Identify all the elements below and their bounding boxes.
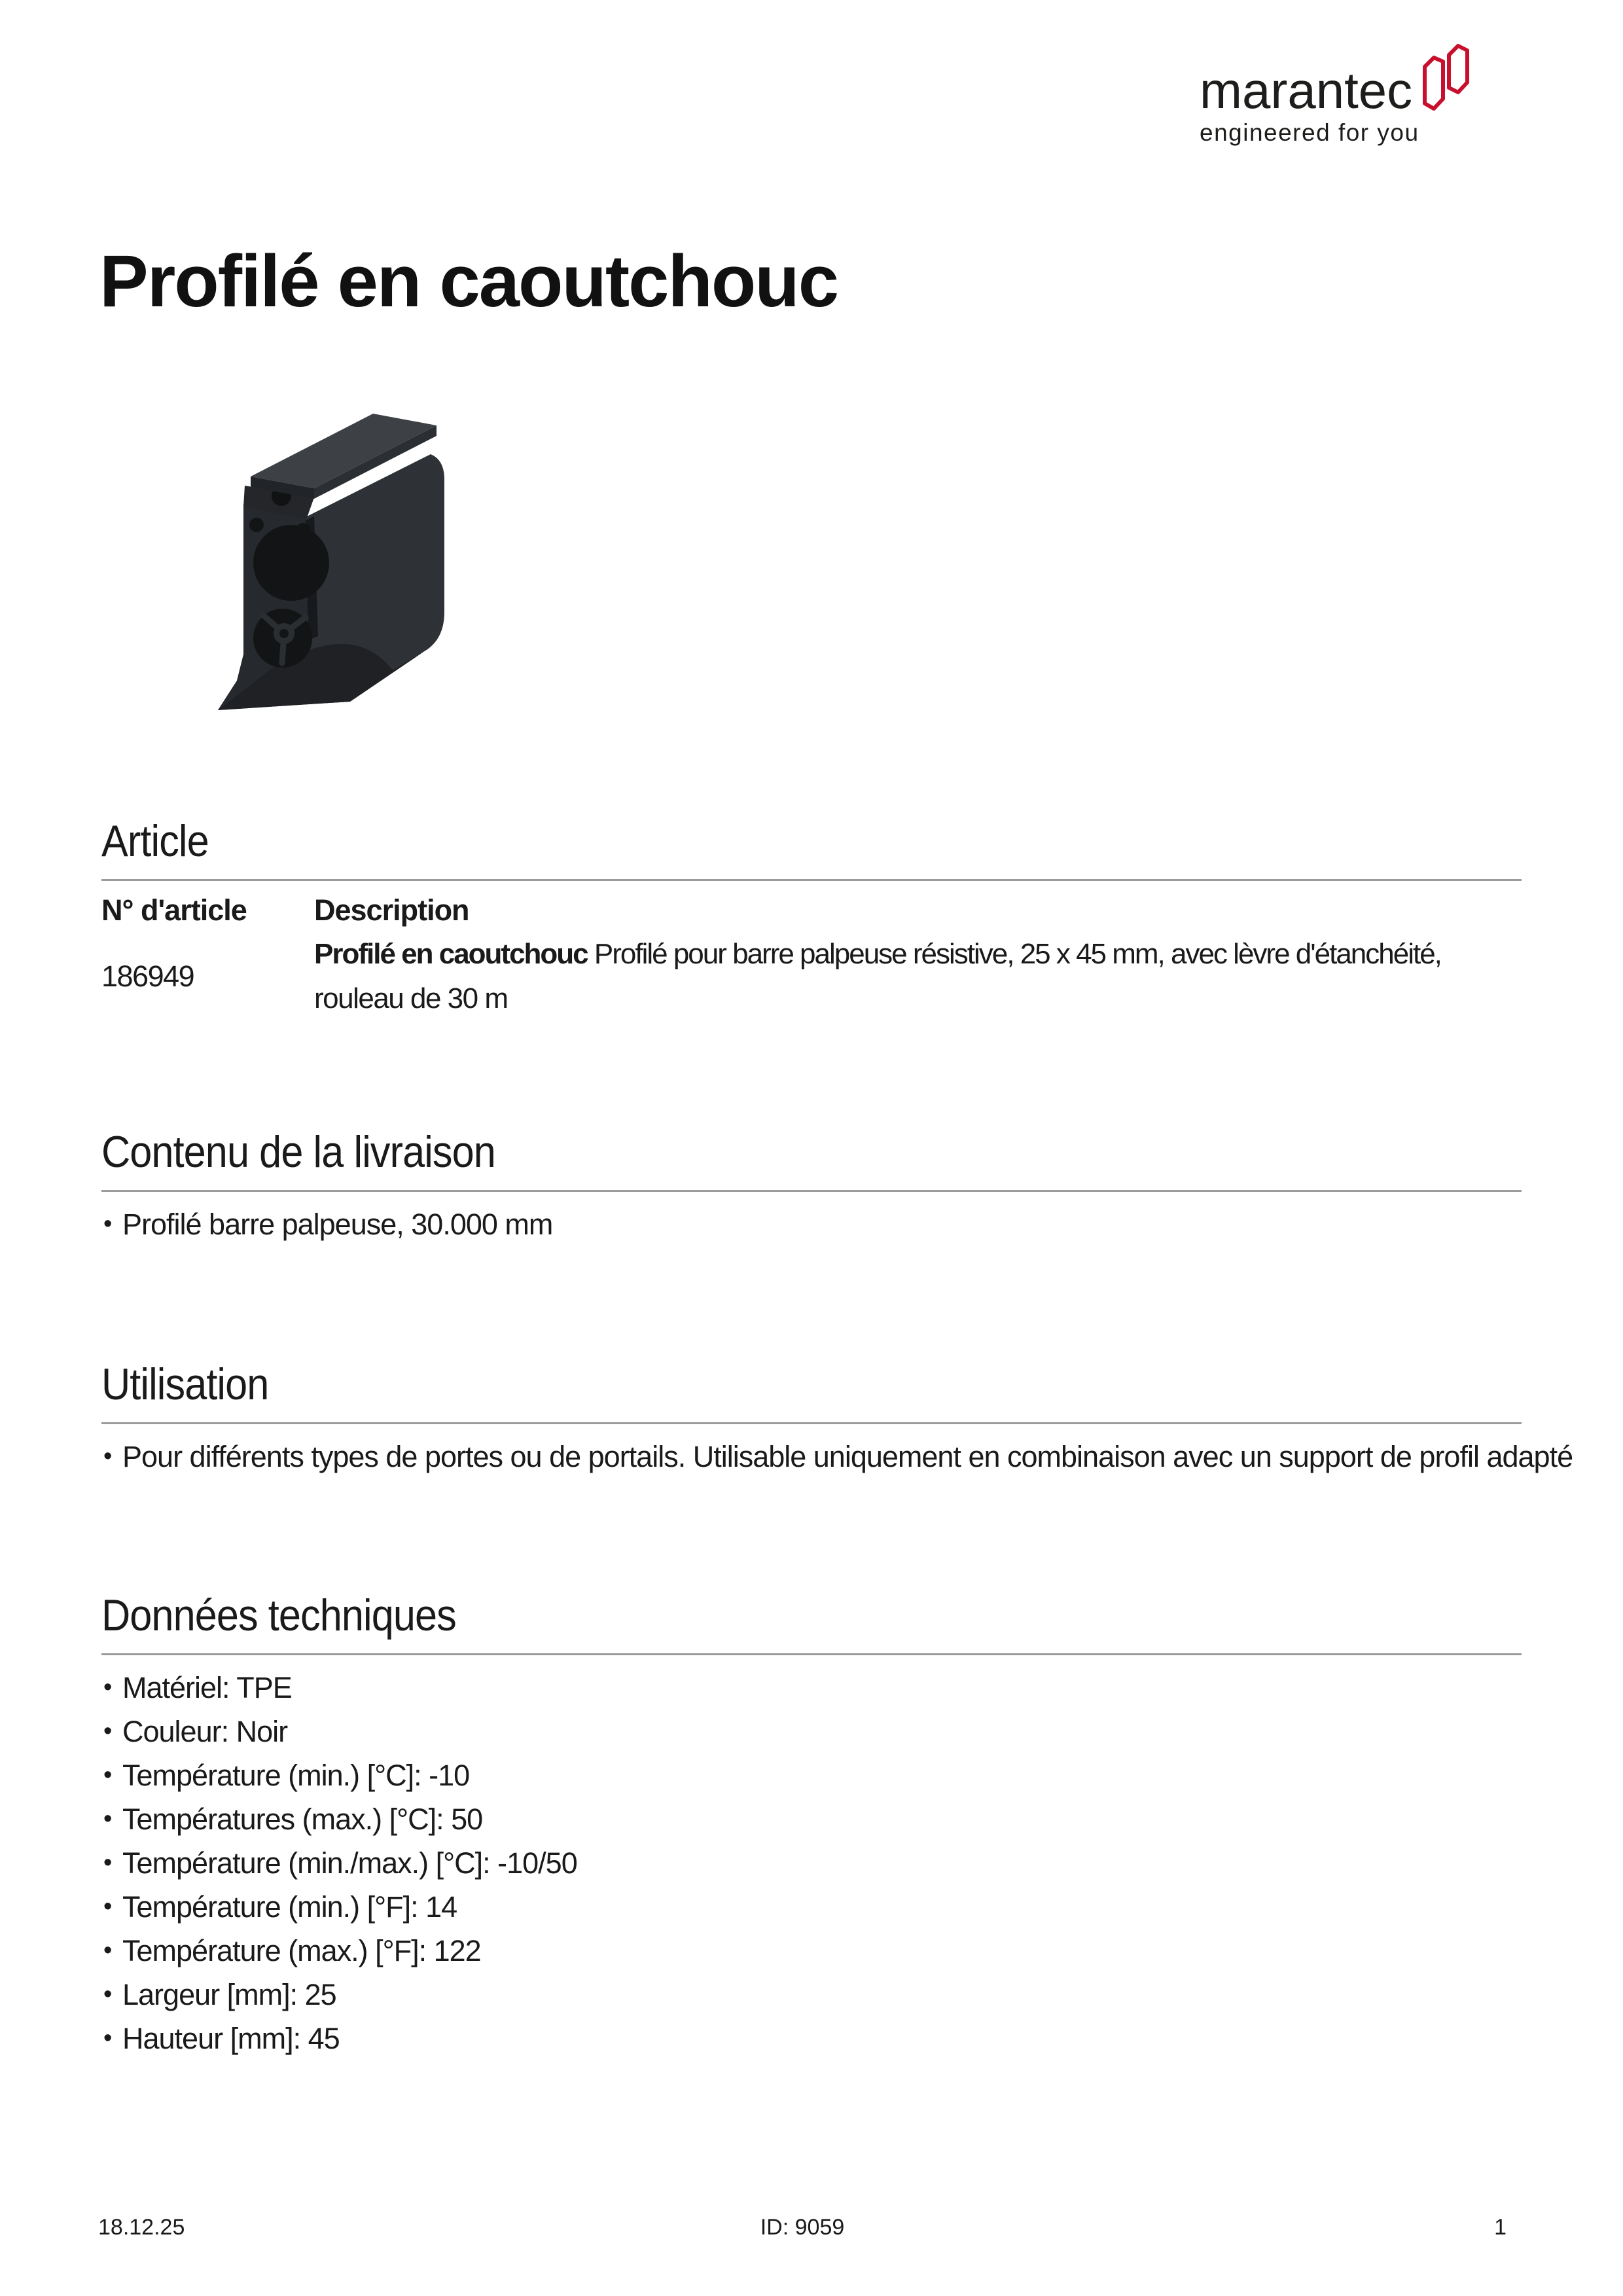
list-item: • Pour différents types de portes ou de portails. Utilisable uniquement en combinaison avec un support de profil adapté [101, 1435, 1522, 1479]
list-item: • Matériel: TPE [101, 1666, 1522, 1710]
usage-list [101, 1435, 1573, 1479]
list-item: • Températures (max.) [°C]: 50 [101, 1797, 1522, 1841]
section-delivery-heading: Contenu de la livraison [101, 1130, 1522, 1192]
article-table-header [101, 894, 1522, 927]
article-description-line2: rouleau de 30 m [314, 982, 508, 1014]
list-item: • Température (min./max.) [°C]: -10/50 [101, 1841, 1522, 1885]
list-item: • Température (min.) [°F]: 14 [101, 1885, 1522, 1929]
column-header-description: Description [314, 893, 469, 927]
article-description-line1: Profilé en caoutchouc Profilé pour barre palpeuse résistive, 25 x 45 mm, avec lèvre d'étanchéité, [314, 938, 1441, 970]
section-technical-heading: Données techniques [101, 1593, 1522, 1655]
list-item: • Couleur: Noir [101, 1710, 1522, 1753]
delivery-list [101, 1202, 1522, 1246]
footer-page-number: 1 [1494, 2215, 1507, 2240]
section-technical [101, 1590, 1522, 2060]
list-item: • Hauteur [mm]: 45 [101, 2017, 1522, 2060]
article-number: 186949 [101, 960, 194, 993]
list-item: • Température (min.) [°C]: -10 [101, 1753, 1522, 1797]
article-description [314, 932, 1522, 1021]
column-header-article-no: N° d'article [101, 893, 247, 927]
list-item: • Température (max.) [°F]: 122 [101, 1929, 1522, 1973]
logo-mark-icon [1423, 39, 1471, 116]
section-usage-heading: Utilisation [101, 1362, 1522, 1424]
list-item: • Profilé barre palpeuse, 30.000 mm [101, 1202, 1522, 1246]
section-usage [101, 1359, 1573, 1479]
section-article [101, 816, 1522, 1021]
technical-list [101, 1666, 1522, 2060]
page-title: Profilé en caoutchouc [99, 240, 838, 323]
footer-date: 18.12.25 [98, 2215, 185, 2240]
brand-logo [1200, 39, 1471, 145]
section-article-heading: Article [101, 819, 1522, 881]
brand-wordmark: marantec [1200, 62, 1413, 119]
list-item: • Largeur [mm]: 25 [101, 1973, 1522, 2017]
footer-doc-id: ID: 9059 [760, 2215, 845, 2240]
product-image [196, 393, 458, 720]
brand-tagline: engineered for you [1200, 119, 1419, 146]
article-table-row [101, 932, 1522, 1021]
section-delivery [101, 1127, 1522, 1246]
